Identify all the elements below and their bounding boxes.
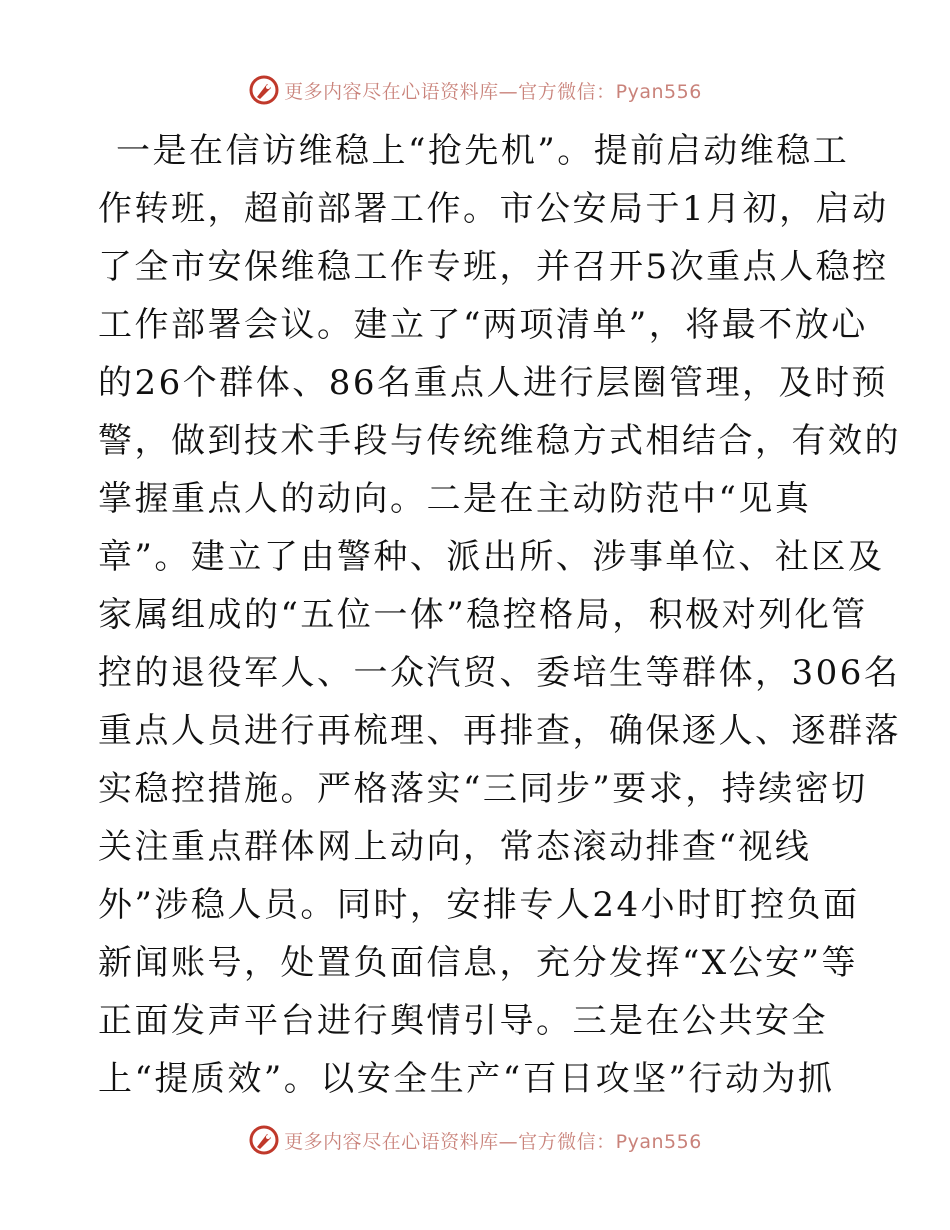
text-line: 警，做到技术手段与传统维稳方式相结合，有效的 [98, 421, 901, 461]
text-line: 正面发声平台进行舆情引导。三是在公共安全 [98, 1001, 828, 1041]
text-line: 一是在信访维稳上“抢先机”。提前启动维稳工 [116, 131, 850, 171]
header-watermark [0, 70, 950, 110]
text-line: 工作部署会议。建立了“两项清单”，将最不放心 [98, 305, 868, 345]
text-line: 掌握重点人的动向。二是在主动防范中“见真 [98, 479, 812, 519]
pen-nib-icon [248, 74, 280, 106]
text-line: 实稳控措施。严格落实“三同步”要求，持续密切 [98, 769, 868, 809]
text-line: 关注重点群体网上动向，常态滚动排查“视线 [98, 827, 812, 867]
pen-nib-icon [248, 1124, 280, 1156]
text-line: 家属组成的“五位一体”稳控格局，积极对列化管 [98, 595, 868, 635]
text-line: 外”涉稳人员。同时，安排专人24小时盯控负面 [98, 885, 860, 925]
watermark-text: 更多内容尽在心语资料库—官方微信：Pyan556 [284, 1130, 702, 1153]
text-line: 作转班，超前部署工作。市公安局于1月初，启动 [98, 189, 889, 229]
watermark-text: 更多内容尽在心语资料库—官方微信：Pyan556 [284, 80, 702, 103]
text-line: 的26个群体、86名重点人进行层圈管理，及时预 [98, 363, 889, 403]
text-line: 章”。建立了由警种、派出所、涉事单位、社区及 [98, 537, 885, 577]
text-line: 新闻账号，处置负面信息，充分发挥“X公安”等 [98, 943, 858, 983]
text-line: 了全市安保维稳工作专班，并召开5次重点人稳控 [98, 247, 889, 287]
footer-watermark [0, 1120, 950, 1160]
text-line: 上“提质效”。以安全生产“百日攻坚”行动为抓 [98, 1059, 835, 1099]
document-body [98, 122, 901, 1108]
text-line: 控的退役军人、一众汽贸、委培生等群体，306名 [98, 653, 901, 693]
text-line: 重点人员进行再梳理、再排查，确保逐人、逐群落 [98, 711, 901, 751]
